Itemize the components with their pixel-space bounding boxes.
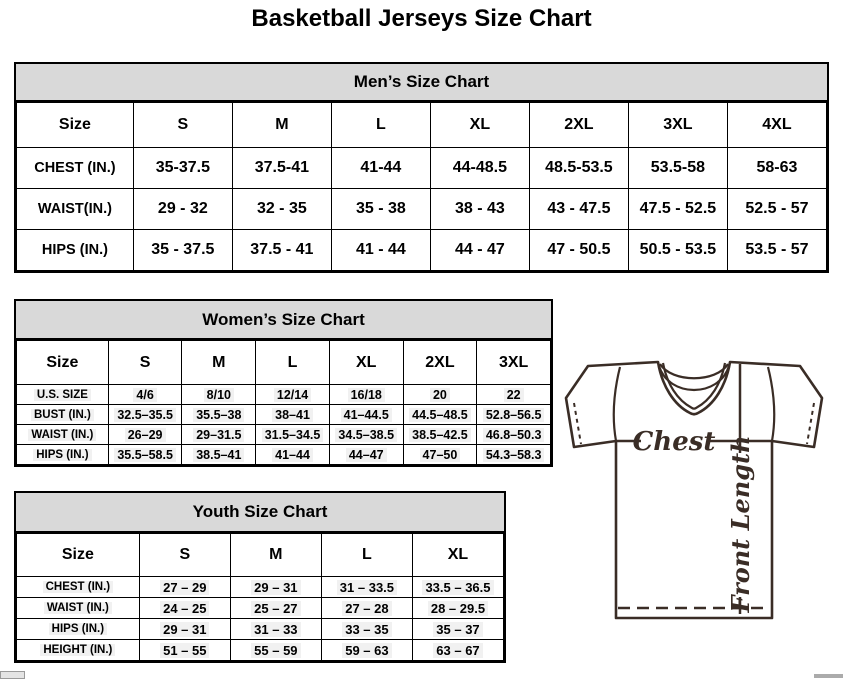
scrollbar-fragment-right[interactable] [814,674,843,678]
cell-text: 50.5 - 53.5 [639,241,717,258]
size-range-cell [321,598,412,619]
table-row [17,230,827,271]
mens-size-table [16,102,827,271]
size-range-cell [430,189,529,230]
cell-text: CHEST (IN.) [43,581,114,593]
cell-text: 29 – 31 [251,580,300,595]
size-range-cell [403,425,477,445]
cell-text: U.S. SIZE [34,389,91,401]
size-range-cell [139,598,230,619]
table-row [17,577,504,598]
cell-text: 12/14 [274,388,311,402]
cell-text: 51 – 55 [160,643,209,658]
cell-text: 29 – 31 [160,622,209,637]
table-row [17,640,504,661]
cell-text: 53.5-58 [650,159,706,176]
size-range-cell [529,148,628,189]
size-range-cell [133,148,232,189]
table-row [17,189,827,230]
row-label [17,577,140,598]
front-length-label: Front Length [726,435,755,613]
size-range-cell [108,445,182,465]
collar-arc-1 [660,364,728,378]
cell-text: HIPS (IN.) [49,623,107,635]
table-row [17,425,551,445]
youth-size-chart [14,491,506,663]
cell-text: WAIST(IN.) [37,201,112,217]
cell-text: 59 – 63 [342,643,391,658]
column-header: L [321,534,412,577]
size-range-cell [182,385,256,405]
youth-size-table [16,533,504,661]
size-range-cell [477,385,551,405]
size-range-cell [256,405,330,425]
size-range-cell [430,230,529,271]
column-header: XL [412,534,503,577]
size-range-cell [256,425,330,445]
size-range-cell [256,445,330,465]
cell-text: 41 - 44 [355,241,406,258]
size-range-cell [430,148,529,189]
size-range-cell [412,598,503,619]
size-range-cell [329,385,403,405]
size-range-cell [331,230,430,271]
cell-text: CHEST (IN.) [34,160,116,176]
cell-text: WAIST (IN.) [28,429,96,441]
size-range-cell [403,385,477,405]
column-header: S [139,534,230,577]
cell-text: 52.5 - 57 [745,200,809,217]
cell-text: 41–44.5 [341,408,392,422]
size-range-cell [727,148,826,189]
table-row [17,445,551,465]
size-range-cell [628,148,727,189]
cell-text: 38 - 43 [454,200,505,217]
cell-text: 47.5 - 52.5 [639,200,717,217]
cell-text: 63 – 67 [433,643,482,658]
cell-text: 58-63 [756,159,798,176]
column-header: 4XL [727,103,826,148]
size-range-cell [108,405,182,425]
row-label [17,598,140,619]
cell-text: 47 - 50.5 [547,241,611,258]
row-label [17,425,109,445]
cell-text: 38–41 [272,408,313,422]
cell-text: 35-37.5 [155,159,210,176]
row-label [17,385,109,405]
header-row [17,534,504,577]
cell-text: 46.8–50.3 [483,428,545,442]
size-range-cell [727,189,826,230]
youth-chart-title: Youth Size Chart [16,493,504,533]
column-header: 2XL [403,341,477,385]
cell-text: HIPS (IN.) [41,242,108,258]
cell-text: 31.5–34.5 [262,428,324,442]
size-range-cell [256,385,330,405]
size-column-header: Size [17,534,140,577]
cell-text: 35 - 38 [355,200,406,217]
column-header: 3XL [477,341,551,385]
cell-text: 37.5-41 [254,159,309,176]
jersey-measurement-diagram [554,352,826,624]
column-header: 2XL [529,103,628,148]
size-range-cell [182,445,256,465]
column-header: L [256,341,330,385]
size-range-cell [477,405,551,425]
cell-text: 32.5–35.5 [114,408,176,422]
cell-text: 33 – 35 [342,622,391,637]
column-header: XL [430,103,529,148]
size-range-cell [412,640,503,661]
cell-text: BUST (IN.) [31,409,94,421]
row-label [17,640,140,661]
cell-text: 29 - 32 [157,200,208,217]
scrollbar-fragment-left[interactable] [0,671,25,679]
cell-text: 52.8–56.5 [483,408,545,422]
size-range-cell [727,230,826,271]
size-range-cell [230,640,321,661]
cell-text: 44–47 [346,448,387,462]
cell-text: 32 - 35 [256,200,307,217]
mens-chart-title: Men’s Size Chart [16,64,827,102]
column-header: L [331,103,430,148]
cell-text: 47–50 [420,448,461,462]
size-range-cell [477,425,551,445]
cell-text: 28 – 29.5 [428,601,488,616]
row-label [17,148,134,189]
size-column-header: Size [17,103,134,148]
size-range-cell [108,385,182,405]
cell-text: HIPS (IN.) [33,449,91,461]
column-header: S [133,103,232,148]
size-column-header: Size [17,341,109,385]
page-title: Basketball Jerseys Size Chart [251,5,592,32]
size-range-cell [133,230,232,271]
size-range-cell [232,148,331,189]
size-range-cell [230,577,321,598]
cell-text: 55 – 59 [251,643,300,658]
cell-text: WAIST (IN.) [44,602,112,614]
cell-text: 38.5–42.5 [409,428,471,442]
size-range-cell [529,230,628,271]
cell-text: 53.5 - 57 [745,241,809,258]
size-range-cell [139,619,230,640]
cell-text: 38.5–41 [193,448,244,462]
cell-text: 43 - 47.5 [547,200,611,217]
cell-text: 35.5–58.5 [114,448,176,462]
cell-text: HEIGHT (IN.) [40,644,115,656]
cell-text: 35 - 37.5 [151,241,215,258]
cell-text: 24 – 25 [160,601,209,616]
size-range-cell [232,230,331,271]
size-range-cell [403,405,477,425]
cell-text: 44 - 47 [454,241,505,258]
cell-text: 4/6 [133,388,156,402]
column-header: XL [329,341,403,385]
cell-text: 27 – 28 [342,601,391,616]
cell-text: 31 – 33 [251,622,300,637]
cell-text: 34.5–38.5 [335,428,397,442]
size-range-cell [108,425,182,445]
cell-text: 37.5 - 41 [250,241,314,258]
cell-text: 22 [504,388,524,402]
row-label [17,230,134,271]
size-range-cell [412,619,503,640]
column-header: 3XL [628,103,727,148]
cell-text: 41–44 [272,448,313,462]
table-row [17,148,827,189]
cell-text: 35.5–38 [193,408,244,422]
size-range-cell [329,425,403,445]
table-row [17,405,551,425]
size-range-cell [477,445,551,465]
size-range-cell [403,445,477,465]
size-range-cell [182,425,256,445]
size-range-cell [182,405,256,425]
column-header: M [232,103,331,148]
size-range-cell [412,577,503,598]
cell-text: 33.5 – 36.5 [422,580,493,595]
cell-text: 16/18 [348,388,385,402]
cell-text: 26–29 [125,428,166,442]
cell-text: 44.5–48.5 [409,408,471,422]
size-range-cell [139,577,230,598]
size-range-cell [331,148,430,189]
row-label [17,189,134,230]
cell-text: 20 [430,388,450,402]
womens-chart-title: Women’s Size Chart [16,301,551,340]
chest-label: Chest [632,427,716,457]
size-range-cell [321,619,412,640]
column-header: M [182,341,256,385]
mens-size-chart [14,62,829,273]
cell-text: 48.5-53.5 [545,159,613,176]
size-range-cell [232,189,331,230]
size-range-cell [230,598,321,619]
cell-text: 27 – 29 [160,580,209,595]
header-row [17,341,551,385]
size-range-cell [329,405,403,425]
size-range-cell [321,640,412,661]
womens-size-chart [14,299,553,467]
cell-text: 8/10 [204,388,234,402]
table-row [17,619,504,640]
column-header: M [230,534,321,577]
table-row [17,598,504,619]
row-label [17,405,109,425]
size-range-cell [529,189,628,230]
cell-text: 25 – 27 [251,601,300,616]
cell-text: 31 – 33.5 [337,580,397,595]
jersey-outline [566,362,822,618]
cell-text: 54.3–58.3 [483,448,545,462]
size-range-cell [321,577,412,598]
cell-text: 41-44 [360,159,402,176]
size-range-cell [628,189,727,230]
cell-text: 35 – 37 [433,622,482,637]
row-label [17,619,140,640]
cell-text: 44-48.5 [452,159,508,176]
womens-size-table [16,340,551,465]
size-range-cell [133,189,232,230]
size-range-cell [331,189,430,230]
size-range-cell [139,640,230,661]
column-header: S [108,341,182,385]
table-row [17,385,551,405]
size-range-cell [628,230,727,271]
row-label [17,445,109,465]
size-range-cell [230,619,321,640]
size-range-cell [329,445,403,465]
cell-text: 29–31.5 [193,428,244,442]
header-row [17,103,827,148]
